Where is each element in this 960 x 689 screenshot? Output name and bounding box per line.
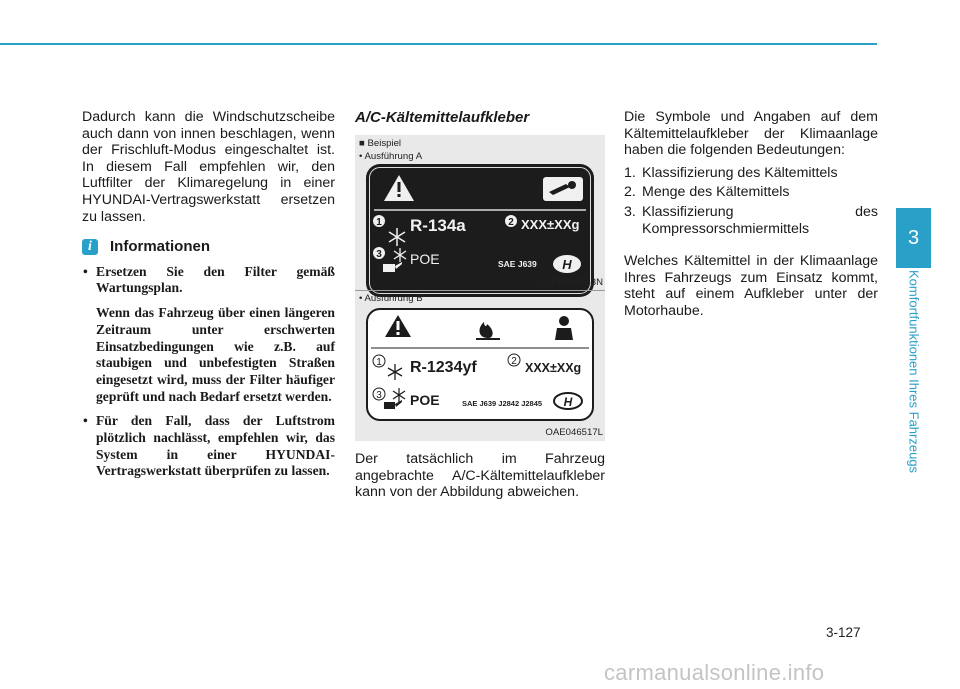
label-b-standard: SAE J639 J2842 J2845 <box>462 399 543 408</box>
refrigerant-label-figure <box>355 135 605 441</box>
location-note: Welches Kältemittel in der Klimaanlage Ihres Fahrzeugs zum Einsatz kommt, steht auf einem Aufkleber unter der Motorhaube. <box>624 253 878 319</box>
warning-icon <box>385 315 411 337</box>
chapter-title-vertical <box>900 270 928 490</box>
technician-icon <box>555 316 573 340</box>
list-item: 3. Klassifizierung des Kompressorschmiermittels <box>624 203 878 237</box>
oil-can-icon <box>383 262 402 272</box>
info-bullet-1-detail: Wenn das Fahrzeug über einen längeren Zeitraum unter erschwerten Einsatzbedingungen wie z.B. auf staubigen und unbefestigten Straßen eingesetzt wird, muss der Filter häufiger geprüft und nach Bedarf ersetzt werden. <box>96 305 335 404</box>
label-b-oil: POE <box>410 392 440 408</box>
svg-text:2: 2 <box>511 356 517 367</box>
meaning-intro: Die Symbole und Angaben auf dem Kältemittelaufkleber der Klimaanlage haben die folgenden Bedeutungen: <box>624 109 878 159</box>
warning-icon <box>384 175 414 201</box>
example-note: ■ Beispiel <box>359 138 402 149</box>
svg-text:H: H <box>562 257 572 272</box>
figure-a-code: OLFP046583N <box>539 277 603 288</box>
chapter-tab: 3 <box>896 208 931 268</box>
variant-a-caption: • Ausführung A <box>359 151 423 162</box>
label-a-refrigerant: R-134a <box>410 216 466 235</box>
info-bullet-1-text: • Ersetzen Sie den Filter gemäß Wartungsplan. <box>96 263 335 296</box>
info-list <box>82 264 335 480</box>
column-middle <box>355 109 605 515</box>
figure-divider <box>355 290 605 291</box>
header-rule <box>0 43 877 45</box>
info-bullet-2 <box>82 413 335 480</box>
info-bullet-1 <box>82 264 335 406</box>
snowflake-small-icon <box>394 248 406 262</box>
svg-text:3: 3 <box>376 249 382 260</box>
figure-b-code: OAE046517L <box>545 427 603 438</box>
meaning-list <box>624 165 878 237</box>
page-number: 3-127 <box>826 625 861 640</box>
flame-icon <box>476 322 500 340</box>
svg-text:1: 1 <box>376 217 382 228</box>
snowflake-small-icon <box>393 388 405 402</box>
label-b-amount: XXX±XXg <box>525 361 582 375</box>
svg-text:3: 3 <box>376 390 382 401</box>
figure-caption: Der tatsächlich im Fahrzeug angebrachte A/C-Kältemittelaufkleber kann von der Abbildung abweichen. <box>355 451 605 501</box>
info-icon: i <box>82 239 98 255</box>
hyundai-logo-icon <box>554 393 582 409</box>
intro-paragraph: Dadurch kann die Windschutzscheibe auch dann von innen beschlagen, wenn der Frischluft-Modus eingeschaltet ist. In diesem Fall empfehlen wir, den Luftfilter der Klimaregelung in einer HYUNDAI-Vertragswerkstatt ersetzen zu lassen. <box>82 109 335 225</box>
hyundai-logo-icon <box>553 255 581 273</box>
info-title: Informationen <box>110 238 210 256</box>
info-bullet-2-text: Für den Fall, dass der Luftstrom plötzlich nachlässt, empfehlen wir, das System in einer HYUNDAI-Vertragswerkstatt überprüfen zu lassen. <box>96 413 335 479</box>
column-right <box>624 109 878 326</box>
label-b-refrigerant: R-1234yf <box>410 359 477 376</box>
list-item: 2. Menge des Kältemittels <box>624 184 790 201</box>
label-a-oil: POE <box>410 251 440 267</box>
label-variant-b <box>366 308 594 421</box>
svg-text:H: H <box>563 395 573 409</box>
service-manual-icon <box>543 177 583 201</box>
section-title: A/C-Kältemittelaufkleber <box>355 109 530 126</box>
info-header <box>82 239 335 256</box>
svg-text:1: 1 <box>376 357 382 368</box>
label-a-amount: XXX±XXg <box>521 217 580 232</box>
label-a-standard: SAE J639 <box>498 259 537 269</box>
snowflake-icon <box>388 364 402 380</box>
column-left <box>82 109 335 486</box>
snowflake-icon <box>389 228 405 246</box>
svg-text:2: 2 <box>508 217 514 228</box>
chapter-title: Komfortfunktionen Ihres Fahrzeugs <box>906 270 922 474</box>
list-item: 1. Klassifizierung des Kältemittels <box>624 164 838 181</box>
variant-b-caption: • Ausführung B <box>359 293 423 304</box>
watermark: carmanualsonline.info <box>604 660 825 685</box>
